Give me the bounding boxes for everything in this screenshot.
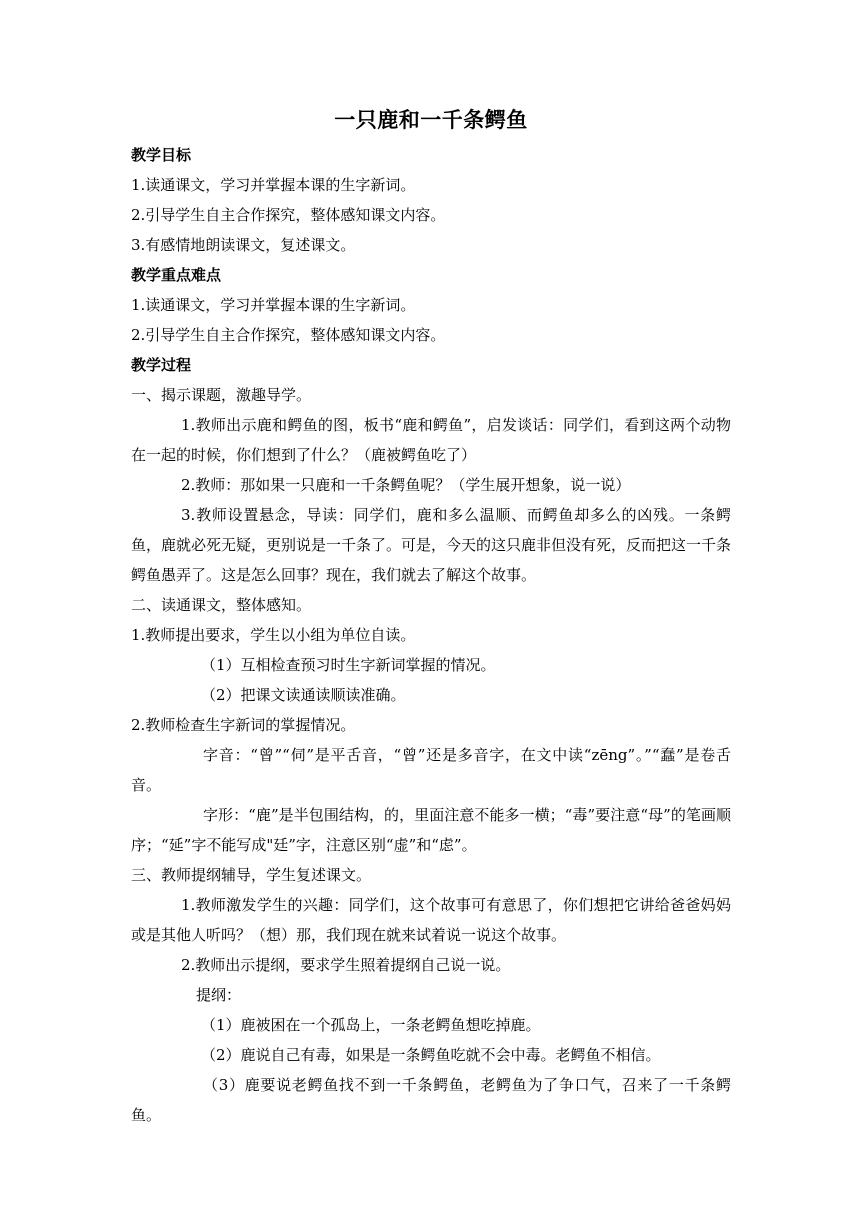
page-title: 一只鹿和一千条鳄鱼 bbox=[334, 107, 528, 132]
document-content bbox=[131, 100, 731, 1130]
paragraph: 2.教师：那如果一只鹿和一千条鳄鱼呢？（学生展开想象，说一说） bbox=[181, 476, 631, 494]
outline-item: （1）鹿被困在一个孤岛上，一条老鳄鱼想吃掉鹿。 bbox=[201, 1016, 541, 1034]
key-point-item: 2.引导学生自主合作探究，整体感知课文内容。 bbox=[131, 326, 446, 344]
key-point-item: 1.读通课文，学习并掌握本课的生字新词。 bbox=[131, 296, 416, 314]
section-heading-process: 教学过程 bbox=[131, 356, 192, 374]
paragraph: 1.教师出示鹿和鳄鱼的图，板书“鹿和鳄鱼”，启发谈话：同学们，看到这两个动物在一起的时候，你们想到了什么？（鹿被鳄鱼吃了） bbox=[131, 416, 731, 464]
section-heading-goals: 教学目标 bbox=[131, 146, 192, 164]
paragraph: 2.教师出示提纲，要求学生照着提纲自己说一说。 bbox=[181, 956, 511, 974]
outline-item: （3）鹿要说老鳄鱼找不到一千条鳄鱼，老鳄鱼为了争口气，召来了一千条鳄鱼。 bbox=[131, 1076, 731, 1124]
goal-item: 1.读通课文，学习并掌握本课的生字新词。 bbox=[131, 176, 416, 194]
part-heading-1: 一、揭示课题，激趣导学。 bbox=[131, 386, 312, 404]
outline-item: （2）鹿说自己有毒，如果是一条鳄鱼吃就不会中毒。老鳄鱼不相信。 bbox=[201, 1046, 661, 1064]
section-heading-key-points: 教学重点难点 bbox=[131, 266, 222, 284]
paragraph: 3.教师设置悬念，导读：同学们，鹿和多么温顺、而鳄鱼却多么的凶残。一条鳄鱼，鹿就必死无疑，更别说是一千条了。可是，今天的这只鹿非但没有死，反而把这一千条鳄鱼愚弄了。这是怎么回事？现在，我们就去了解这个故事。 bbox=[131, 506, 732, 584]
paragraph: 2.教师检查生字新词的掌握情况。 bbox=[131, 716, 356, 734]
sub-item: （1）互相检查预习时生字新词掌握的情况。 bbox=[201, 656, 496, 674]
part-heading-3: 三、教师提纲辅导，学生复述课文。 bbox=[131, 866, 372, 884]
paragraph: 1.教师提出要求，学生以小组为单位自读。 bbox=[131, 626, 416, 644]
goal-item: 2.引导学生自主合作探究，整体感知课文内容。 bbox=[131, 206, 446, 224]
paragraph-pronunciation: 字音：“曾”“伺”是平舌音，“曾”还是多音字，在文中读“zēng”。”“蠢”是卷舌音。 bbox=[131, 746, 731, 794]
sub-item: （2）把课文读通读顺读准确。 bbox=[201, 686, 406, 704]
paragraph-character-shape: 字形：“鹿”是半包围结构，的，里面注意不能多一横；“毒”要注意“母”的笔画顺序；“延”字不能写成"廷”字，注意区别“虚”和“虑”。 bbox=[131, 806, 731, 854]
paragraph: 1.教师激发学生的兴趣：同学们，这个故事可有意思了，你们想把它讲给爸爸妈妈或是其他人听吗？（想）那，我们现在就来试着说一说这个故事。 bbox=[131, 896, 731, 944]
outline-label: 提纲： bbox=[196, 986, 242, 1004]
part-heading-2: 二、读通课文，整体感知。 bbox=[131, 596, 312, 614]
goal-item: 3.有感情地朗读课文，复述课文。 bbox=[131, 236, 356, 254]
